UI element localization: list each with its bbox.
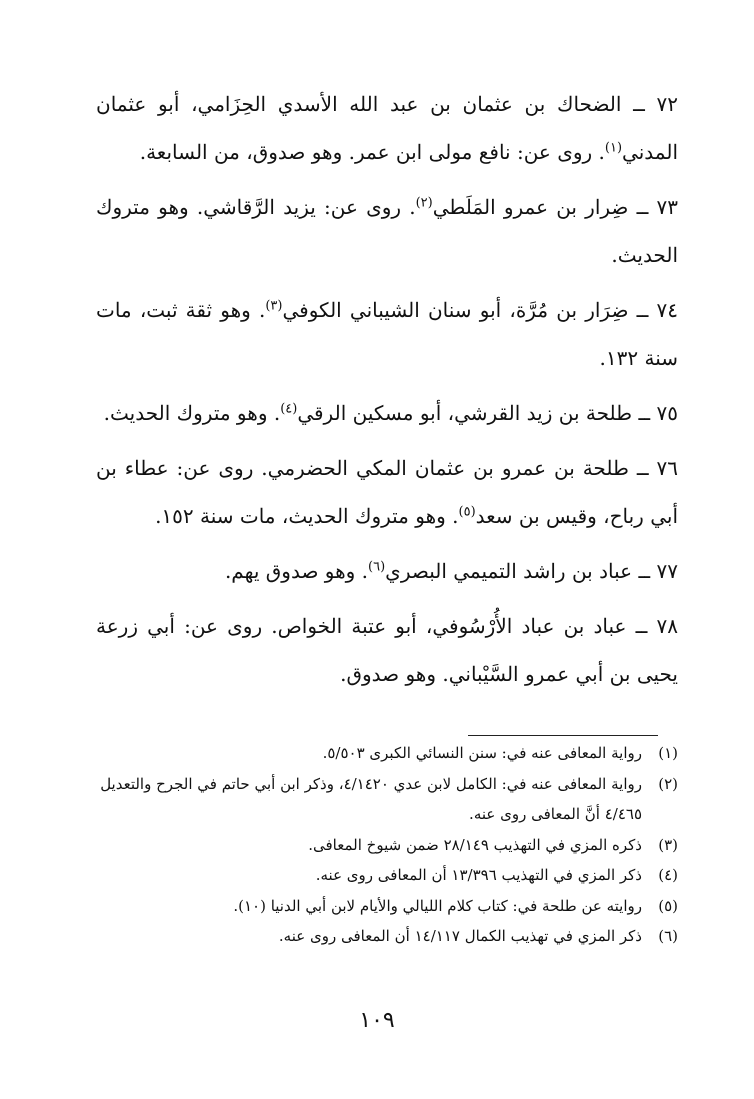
footnote-ref[interactable]: (٥): [458, 504, 476, 520]
entry-text: ضِرَار بن مُرَّة، أبو سنان الشيباني الكوفي: [282, 298, 629, 322]
footnote-text: رواية المعافى عنه في: سنن النسائي الكبرى ٥/٥٠٣.: [322, 744, 642, 762]
entry-text-cont: . وهو متروك الحديث، مات سنة ١٥٢.: [155, 504, 459, 528]
entry-number: ٧٧: [656, 559, 678, 583]
footnote-3: [96, 830, 678, 861]
footnote-ref[interactable]: (٤): [280, 401, 298, 417]
entry-text-cont: . روى عن: نافع مولى ابن عمر. وهو صدوق، من السابعة.: [139, 140, 605, 164]
footnote-text: ذكر المزي في تهذيب الكمال ١٤/١١٧ أن المعافى روى عنه.: [278, 927, 642, 945]
entry-dash: ــ: [636, 298, 649, 322]
entry-text: طلحة بن عمرو بن عثمان المكي الحضرمي. روى عن: عطاء بن أبي رباح، وقيس بن سعد: [96, 456, 678, 528]
footnote-6: [96, 921, 678, 952]
footnote-mark: (٢): [658, 774, 678, 793]
entry-text: طلحة بن زيد القرشي، أبو مسكين الرقي: [297, 401, 633, 425]
entry-dash: ــ: [635, 614, 648, 638]
entry-72: [96, 80, 678, 176]
entry-dash: ــ: [633, 92, 645, 116]
entry-text-cont: . وهو متروك الحديث.: [103, 401, 281, 425]
entry-76: [96, 444, 678, 540]
entry-text: ضِرار بن عمرو المَلَطي: [432, 195, 629, 219]
footnote-mark: (٥): [658, 896, 678, 915]
footnote-2: [96, 769, 678, 830]
entry-number: ٧٣: [656, 195, 678, 219]
entry-text-cont: . وهو ثقة ثبت، مات سنة ١٣٢.: [96, 298, 678, 370]
entry-number: ٧٨: [656, 614, 678, 638]
footnote-mark: (٦): [658, 927, 678, 945]
entry-text: الضحاك بن عثمان بن عبد الله الأسدي الحِزَامي، أبو عثمان المدني: [96, 92, 678, 164]
footnote-ref[interactable]: (٦): [368, 559, 386, 575]
footnote-text: ذكر المزي في التهذيب ١٣/٣٩٦ أن المعافى روى عنه.: [315, 866, 642, 884]
entry-78: [96, 602, 678, 698]
main-text: [96, 80, 678, 705]
entry-number: ٧٢: [656, 92, 679, 116]
entry-text: عباد بن عباد الأُرْسُوفي، أبو عتبة الخواص. روى عن: أبي زرعة يحيى بن أبي عمرو السَّيْباني. وهو صدوق.: [96, 614, 678, 686]
entry-75: [96, 389, 678, 437]
page-number: ١٠٩: [359, 1008, 395, 1033]
entry-74: [96, 286, 678, 382]
footnote-text: روايته عن طلحة في: كتاب كلام الليالي والأيام لابن أبي الدنيا (١٠).: [233, 896, 642, 915]
entry-number: ٧٦: [656, 456, 678, 480]
footnote-text: رواية المعافى عنه في: الكامل لابن عدي ٤/١٤٢٠، وذكر ابن أبي حاتم في الجرح والتعديل ٤/٤٦٥ أنَّ المعافى روى عنه.: [100, 774, 642, 823]
entry-dash: ــ: [638, 401, 651, 425]
footnote-divider: [468, 735, 658, 736]
entry-text: عباد بن راشد التميمي البصري: [385, 559, 633, 583]
entry-77: [96, 547, 678, 595]
entry-73: [96, 183, 678, 279]
entry-number: ٧٥: [656, 401, 678, 425]
footnotes: [96, 738, 678, 952]
footnote-mark: (١): [658, 744, 678, 762]
footnote-4: [96, 860, 678, 891]
footnote-mark: (٤): [658, 866, 678, 884]
entry-dash: ــ: [636, 456, 649, 480]
footnote-mark: (٣): [658, 835, 678, 854]
entry-dash: ــ: [636, 195, 649, 219]
footnote-5: [96, 891, 678, 922]
footnote-ref[interactable]: (٢): [415, 195, 433, 211]
footnote-1: [96, 738, 678, 769]
entry-text-cont: . وهو صدوق يهم.: [224, 559, 369, 583]
entry-number: ٧٤: [656, 298, 679, 322]
footnote-ref[interactable]: (١): [604, 140, 623, 156]
entry-text-cont: . روى عن: يزيد الرَّقاشي. وهو متروك الحديث.: [96, 195, 678, 267]
footnote-ref[interactable]: (٣): [265, 298, 283, 314]
entry-dash: ــ: [638, 559, 651, 583]
footnote-text: ذكره المزي في التهذيب ٢٨/١٤٩ ضمن شيوخ المعافى.: [308, 835, 642, 854]
